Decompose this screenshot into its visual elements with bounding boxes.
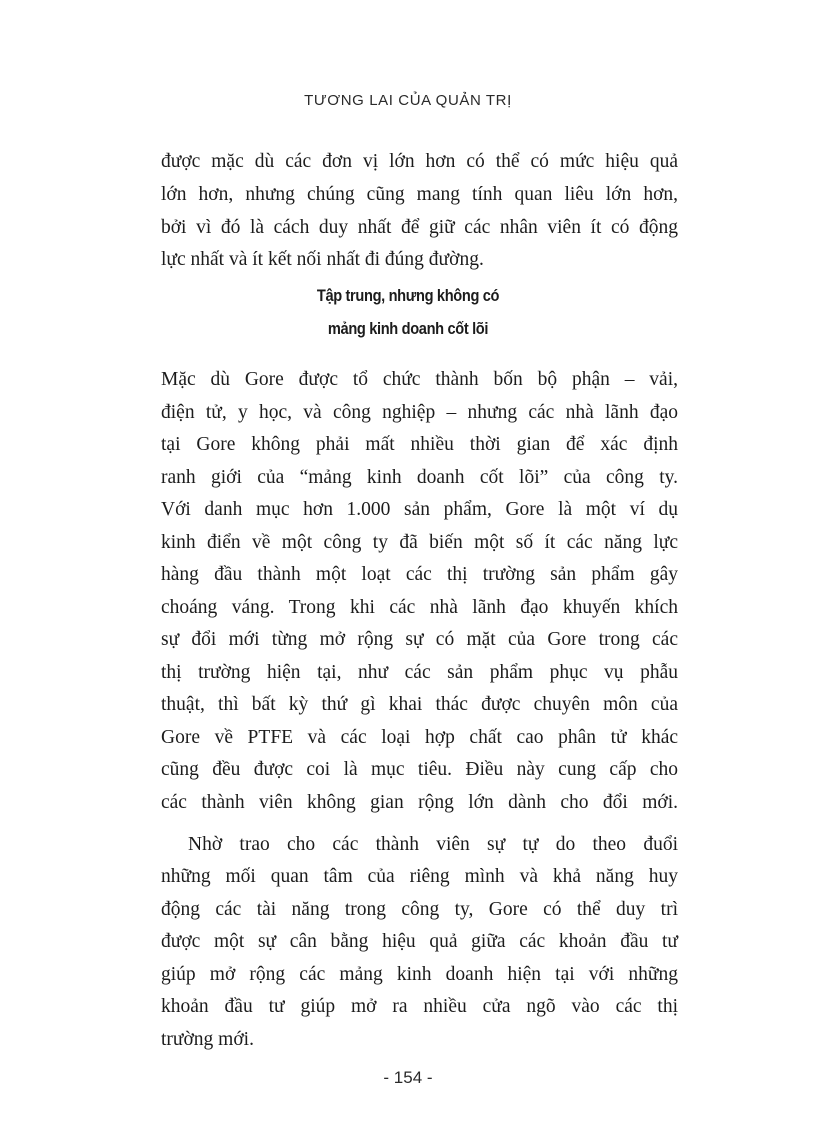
text-line: trường mới.	[161, 1029, 254, 1050]
text-line: được một sự cân bằng hiệu quả giữa các khoản đầu tư	[161, 931, 678, 952]
text-line: Nhờ trao cho các thành viên sự tự do theo đuổi	[188, 834, 678, 855]
text-line: choáng váng. Trong khi các nhà lãnh đạo khuyến khích	[161, 597, 678, 618]
page-number: - 154 -	[383, 1068, 433, 1087]
running-header: TƯƠNG LAI CỦA QUẢN TRỊ	[304, 92, 512, 109]
text-line: cũng đều được coi là mục tiêu. Điều này cung cấp cho	[161, 759, 678, 780]
text-line: thuật, thì bất kỳ thứ gì khai thác được chuyên môn của	[161, 694, 678, 715]
text-line: hàng đầu thành một loạt các thị trường sản phẩm gây	[161, 564, 678, 585]
text-line: giúp mở rộng các mảng kinh doanh hiện tại với những	[161, 964, 678, 985]
text-line: khoản đầu tư giúp mở ra nhiều cửa ngõ vào các thị	[161, 996, 678, 1017]
text-line: kinh điển về một công ty đã biến một số ít các năng lực	[161, 532, 678, 553]
text-line: bởi vì đó là cách duy nhất để giữ các nhân viên ít có động	[161, 217, 678, 238]
text-line: lớn hơn, nhưng chúng cũng mang tính quan liêu lớn hơn,	[161, 184, 678, 205]
text-line: điện tử, y học, và công nghiệp – nhưng các nhà lãnh đạo	[161, 402, 678, 423]
text-line: lực nhất và ít kết nối nhất đi đúng đường.	[161, 249, 484, 270]
text-line: thị trường hiện tại, như các sản phẩm phục vụ phẫu	[161, 662, 678, 683]
text-line: được mặc dù các đơn vị lớn hơn có thể có mức hiệu quả	[161, 151, 678, 172]
text-line: sự đổi mới từng mở rộng sự có mặt của Gore trong các	[161, 629, 678, 650]
text-line: các thành viên không gian rộng lớn dành cho đổi mới.	[161, 792, 678, 813]
text-line: Mặc dù Gore được tổ chức thành bốn bộ phận – vải,	[161, 369, 678, 390]
text-line: Gore về PTFE và các loại hợp chất cao phân tử khác	[161, 727, 678, 748]
text-line: ranh giới của “mảng kinh doanh cốt lõi” của công ty.	[161, 467, 678, 488]
text-line: tại Gore không phải mất nhiều thời gian để xác định	[161, 434, 678, 455]
text-line: Với danh mục hơn 1.000 sản phẩm, Gore là một ví dụ	[161, 499, 678, 520]
text-line: những mối quan tâm của riêng mình và khả năng huy	[161, 866, 678, 887]
section-heading-line-1: Tập trung, nhưng không có	[316, 286, 500, 305]
section-heading-line-2: mảng kinh doanh cốt lõi	[327, 319, 489, 338]
text-line: động các tài năng trong công ty, Gore có thể duy trì	[161, 899, 678, 920]
